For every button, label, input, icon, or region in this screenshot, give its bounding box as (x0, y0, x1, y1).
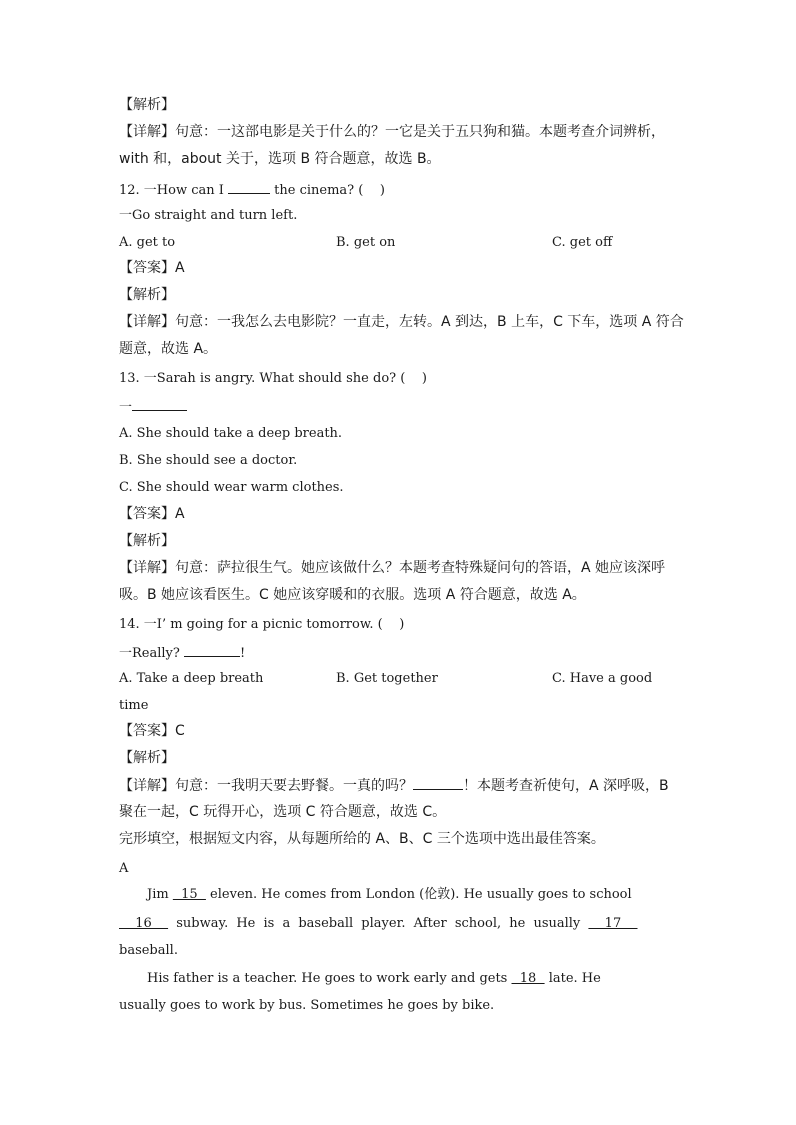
q14-detail-line1 (119, 776, 669, 795)
q14-detail-blank (413, 776, 463, 790)
q13-reply (119, 397, 187, 417)
q13-option-b: B. She should see a doctor. (119, 453, 298, 468)
q12-stem (119, 180, 385, 200)
q14-option-c-continued: time (119, 698, 149, 713)
q14-option-c: C. Have a good (552, 671, 653, 686)
blank-18: 18 (511, 971, 545, 986)
q13-detail-line1: 【详解】句意：萨拉很生气。她应该做什么？本题考查特殊疑问句的答语，A 她应该深呼 (119, 560, 666, 576)
q13-option-a: A. She should take a deep breath. (119, 426, 343, 441)
q12-blank (228, 180, 270, 194)
section-a-label: A (119, 861, 129, 876)
q12-stem-a: 12. 一How can I (119, 183, 229, 198)
q13-detail-line2: 吸。B 她应该看医生。C 她应该穿暖和的衣服。选项 A 符合题意，故选 A。 (119, 587, 586, 603)
q14-detail-a: 【详解】句意：一我明天要去野餐。一真的吗？ (119, 778, 413, 794)
q14-stem: 14. 一I’ m going for a picnic tomorrow. ( ) (119, 617, 405, 632)
q12-option-c: C. get off (552, 235, 613, 250)
passage-p2-line1 (147, 970, 601, 988)
passage-p1-line1 (147, 886, 632, 904)
q12-answer-value: A (175, 260, 185, 276)
q14-answer (119, 722, 185, 740)
q14-answer-value: C (175, 723, 185, 739)
q14-reply-a: 一Really? (119, 646, 184, 661)
q14-detail-b: ！本题考查祈使句，A 深呼吸，B (463, 778, 669, 794)
blank-16: 16 (119, 916, 169, 931)
analysis-label: 【解析】 (119, 97, 175, 113)
q12-detail-line1: 【详解】句意：一我怎么去电影院？一直走，左转。A 到达，B 上车，C 下车，选项 A 符合 (119, 314, 684, 330)
q14-detail-line2: 聚在一起，C 玩得开心，选项 C 符合题意，故选 C。 (119, 804, 447, 820)
passage-p2-line2: usually goes to work by bus. Sometimes he goes by bike. (119, 998, 495, 1013)
q13-stem: 13. 一Sarah is angry. What should she do? ( ) (119, 371, 427, 386)
q14-reply-b: ! (240, 646, 246, 661)
passage-text: His father is a teacher. He goes to work early and gets (147, 971, 512, 986)
passage-text: eleven. He comes from London (伦敦). He usually goes to school (205, 887, 632, 902)
q11-detail-line2: with 和，about 关于，选项 B 符合题意，故选 B。 (119, 151, 441, 167)
answer-label: 【答案】 (119, 723, 175, 739)
q13-answer-value: A (175, 506, 185, 522)
passage-text: subway. He is a baseball player. After school, he usually (168, 916, 589, 931)
q13-option-c: C. She should wear warm clothes. (119, 480, 344, 495)
passage-p1-line3: baseball. (119, 943, 178, 958)
q12-analysis-label: 【解析】 (119, 287, 175, 303)
q12-reply: 一Go straight and turn left. (119, 208, 298, 223)
q13-analysis-label: 【解析】 (119, 533, 175, 549)
q14-blank (184, 643, 240, 657)
q14-analysis-label: 【解析】 (119, 750, 175, 766)
q12-option-b: B. get on (336, 235, 396, 250)
q11-detail-line1: 【详解】句意：一这部电影是关于什么的？一它是关于五只狗和猫。本题考查介词辨析， (119, 124, 665, 140)
q13-blank (132, 397, 187, 411)
q14-reply (119, 643, 245, 663)
blank-17: 17 (588, 916, 638, 931)
q13-reply-dash: 一 (119, 400, 133, 415)
passage-p1-line2 (119, 915, 638, 933)
cloze-instruction: 完形填空，根据短文内容，从每题所给的 A、B、C 三个选项中选出最佳答案。 (119, 831, 605, 847)
blank-15: 15 (172, 887, 206, 902)
q12-stem-b: the cinema? ( ) (270, 183, 385, 198)
passage-text: Jim (147, 887, 173, 902)
q12-detail-line2: 题意，故选 A。 (119, 341, 218, 357)
answer-label: 【答案】 (119, 506, 175, 522)
q12-answer (119, 259, 185, 277)
passage-text: late. He (544, 971, 601, 986)
q14-option-b: B. Get together (336, 671, 438, 686)
answer-label: 【答案】 (119, 260, 175, 276)
q14-option-a: A. Take a deep breath (119, 671, 264, 686)
q12-option-a: A. get to (119, 235, 176, 250)
q13-answer (119, 505, 185, 523)
